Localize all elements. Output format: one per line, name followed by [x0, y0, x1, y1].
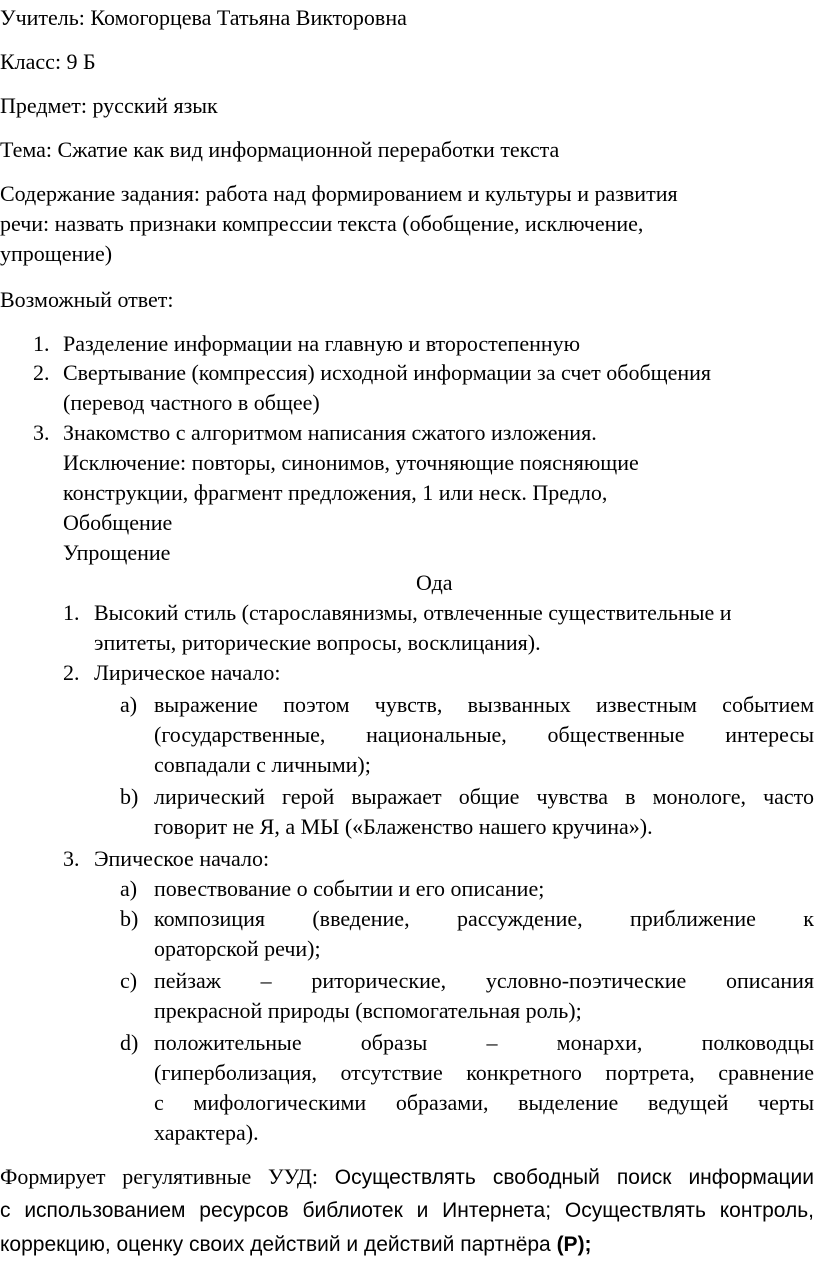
ode-item-2-line-1: Лирическое начало: — [94, 660, 281, 685]
ode-3b-num: b) — [120, 906, 139, 931]
ode-3c-num: c) — [120, 968, 138, 993]
ode-2b-line-2: говорит не Я, а МЫ («Блаженство нашего кручина»). — [154, 814, 653, 839]
answer-item-3-line-2: Исключение: повторы, синонимов, уточняющие поясняющие — [63, 450, 639, 475]
footer-line-3-bold: (Р); — [556, 1233, 592, 1256]
ode-2a-line-2: (государственные, национальные, общественные интересы — [154, 722, 814, 747]
ode-item-1-line-1-text: Высокий стиль (старославянизмы, отвлеченные существительные и — [94, 600, 732, 625]
footer-line-3-text: коррекцию, оценку своих действий и действий партнёра — [0, 1233, 557, 1256]
ode-3a-line-1: повествование о событии и его описание; — [154, 876, 545, 901]
answer-item-num-2: 2. — [33, 360, 50, 385]
ode-3a-num: a) — [120, 876, 138, 901]
task-line-1: Содержание задания: работа над формированием и культуры и развития — [0, 181, 678, 206]
answer-item-num-1: 1. — [33, 331, 50, 356]
ode-item-1-line-1 — [94, 599, 814, 627]
ode-item-num-2: 2. — [63, 660, 80, 685]
answer-item-3-line-1: Знакомство с алгоритмом написания сжатого изложения. — [63, 420, 597, 445]
teacher-line: Учитель: Комогорцева Татьяна Викторовна — [0, 5, 407, 30]
ode-3d-line-1: положительные образы – монархи, полководцы — [154, 1030, 814, 1055]
ode-3b-line-1: композиция (введение, рассуждение, приближение к — [154, 906, 814, 931]
ode-item-num-1: 1. — [63, 600, 80, 625]
ode-3d-line-4: характера). — [154, 1120, 259, 1145]
answer-item-3-line-4: Обобщение — [63, 510, 173, 535]
topic-line: Тема: Сжатие как вид информационной переработки текста — [0, 137, 560, 162]
answer-item-2-line-2: (перевод частного в общее) — [63, 390, 320, 415]
ode-2a-line-1: выражение поэтом чувств, вызванных известным событием — [154, 692, 814, 717]
ode-2a-num: a) — [120, 692, 138, 717]
ode-title: Ода — [416, 570, 453, 595]
ode-item-num-3: 3. — [63, 846, 80, 871]
ode-3d-line-2: (гиперболизация, отсутствие конкретного портрета, сравнение — [154, 1060, 814, 1085]
ode-item-1-line-2: эпитеты, риторические вопросы, восклицания). — [94, 630, 541, 655]
answer-item-3-line-5: Упрощение — [63, 540, 171, 565]
ode-item-3-line-1: Эпическое начало: — [94, 846, 270, 871]
task-line-3: упрощение) — [0, 241, 113, 266]
answer-item-num-3: 3. — [33, 420, 50, 445]
answer-label: Возможный ответ: — [0, 287, 174, 312]
grade-line: Класс: 9 Б — [0, 49, 96, 74]
ode-3b-line-2: ораторской речи); — [154, 936, 321, 961]
ode-3d-num: d) — [120, 1030, 139, 1055]
ode-2a-line-3: совпадали с личными); — [154, 752, 371, 777]
answer-item-1-line-1: Разделение информации на главную и второстепенную — [63, 331, 581, 356]
task-line-2: речи: назвать признаки компрессии текста (обобщение, исключение, — [0, 211, 644, 236]
ode-2b-line-1: лирический герой выражает общие чувства в монологе, часто — [154, 784, 814, 809]
answer-item-3-line-3: конструкции, фрагмент предложения, 1 или неск. Предло, — [63, 480, 608, 505]
footer-line-1 — [0, 1163, 814, 1192]
ode-3c-line-2: прекрасной природы (вспомогательная роль); — [154, 998, 582, 1023]
ode-3d-line-3: с мифологическими образами, выделение ведущей черты — [154, 1090, 814, 1115]
footer-line-2: с использованием ресурсов библиотек и Интернета; Осуществлять контроль, — [0, 1199, 814, 1222]
footer-line-3 — [0, 1231, 592, 1259]
ode-2b-num: b) — [120, 784, 139, 809]
answer-item-2-line-1: Свертывание (компрессия) исходной информации за счет обобщения — [63, 360, 712, 385]
footer-label: Формирует регулятивные УУД: — [0, 1164, 335, 1189]
subject-line: Предмет: русский язык — [0, 93, 218, 118]
ode-3c-line-1: пейзаж – риторические, условно-поэтические описания — [154, 968, 814, 993]
footer-line-1-text: Осуществлять свободный поиск информации — [334, 1166, 815, 1189]
